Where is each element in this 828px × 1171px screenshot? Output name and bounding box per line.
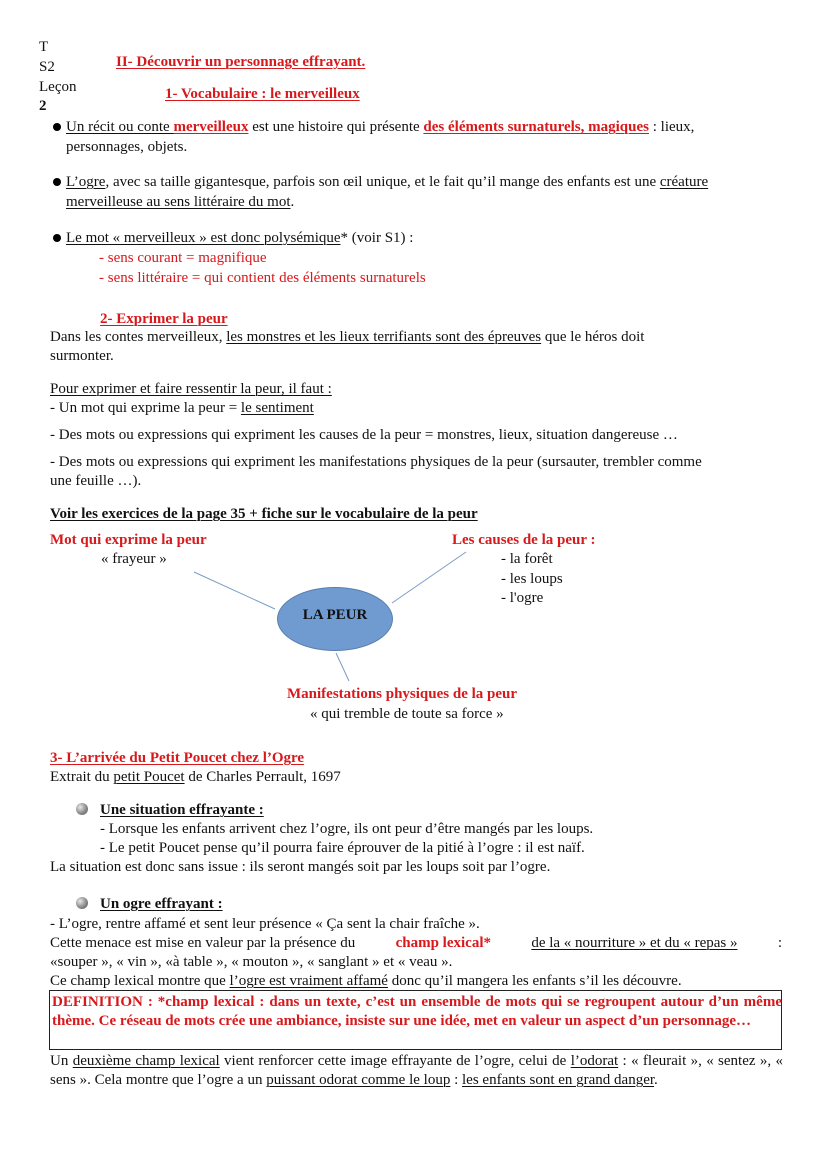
ogre-line1: - L’ogre, rentre affamé et sent leur présence « Ça sent la chair fraîche ». <box>50 916 480 932</box>
situation-conclusion: La situation est donc sans issue : ils seront mangés soit par les loups soit par l’ogre. <box>50 859 551 875</box>
part2-item3-line2: une feuille …). <box>50 473 142 489</box>
part3-extract: Extrait du petit Poucet de Charles Perrault, 1697 <box>50 769 341 785</box>
ogre-line2: Cette menace est mise en valeur par la présence du champ lexical* de la « nourriture » et du « repas » : <box>50 935 782 951</box>
final-paragraph: Un deuxième champ lexical vient renforcer cette image effrayante de l’ogre, celui de l’odorat : « fleurait », « sentez », « sens ». Cela montre que l’ogre a un puissant odorat comme le loup : les enfants sont en grand danger. <box>50 1053 783 1088</box>
section-title: II- Découvrir un personnage effrayant. <box>116 54 366 70</box>
bullet1-line1: Un récit ou conte merveilleux est une histoire qui présente des éléments surnaturels, magiques : lieux, <box>66 119 695 135</box>
part2-intro-line2: surmonter. <box>50 348 114 364</box>
ogre-line4: Ce champ lexical montre que l’ogre est vraiment affamé donc qu’il mangera les enfants s’il les découvre. <box>50 973 682 989</box>
mindmap-cause-item: - la forêt <box>501 551 553 567</box>
definition-text: DEFINITION : *champ lexical : dans un texte, c’est un ensemble de mots qui se regroupent autour d’un même thème. Ce réseau de mots crée une ambiance, insiste sur une idée, met en valeur un aspect d’un personnage… <box>52 994 782 1029</box>
situation-item2: - Le petit Poucet pense qu’il pourra faire éprouver de la pitié à l’ogre : il est naïf. <box>100 840 585 856</box>
situation-title: Une situation effrayante : <box>100 802 264 818</box>
mindmap-causes-title: Les causes de la peur : <box>452 532 596 548</box>
connector-manif <box>336 653 349 681</box>
mindmap-word-example: « frayeur » <box>101 551 167 567</box>
connector-word <box>194 572 275 609</box>
mindmap-cause-item: - les loups <box>501 571 563 587</box>
part2-title: 2- Exprimer la peur <box>100 311 228 327</box>
margin-lecon: Leçon <box>39 79 77 95</box>
connector-causes <box>392 552 466 603</box>
part1-title: 1- Vocabulaire : le merveilleux <box>165 86 360 102</box>
exercises-link: Voir les exercices de la page 35 + fiche sur le vocabulaire de la peur <box>50 506 478 522</box>
sphere-bullet-icon <box>76 803 88 815</box>
part2-intro-line1: Dans les contes merveilleux, les monstres et les lieux terrifiants sont des épreuves que le héros doit <box>50 329 645 345</box>
sense-common: - sens courant = magnifique <box>99 250 267 266</box>
situation-item1: - Lorsque les enfants arrivent chez l’ogre, ils ont peur d’être mangés par les loups. <box>100 821 594 837</box>
mindmap-manif-title: Manifestations physiques de la peur <box>287 686 518 702</box>
part2-item1: - Un mot qui exprime la peur = le sentiment <box>50 400 314 416</box>
mindmap-word-title: Mot qui exprime la peur <box>50 532 207 548</box>
bullet2-line2: merveilleuse au sens littéraire du mot. <box>66 194 295 210</box>
mindmap-center-label: LA PEUR <box>302 607 368 623</box>
part2-item2: - Des mots ou expressions qui expriment les causes de la peur = monstres, lieux, situation dangereuse … <box>50 427 678 443</box>
ogre-line3: «souper », « vin », «à table », « mouton », « sanglant » et « veau ». <box>50 954 453 970</box>
part2-item3-line1: - Des mots ou expressions qui expriment les manifestations physiques de la peur (sursauter, trembler comme <box>50 454 702 470</box>
margin-lecon-number: 2 <box>39 98 47 114</box>
mindmap-manif-example: « qui tremble de toute sa force » <box>310 706 504 722</box>
bullet1-line2: personnages, objets. <box>66 139 188 155</box>
margin-s2: S2 <box>39 59 55 75</box>
bullet3-line1: Le mot « merveilleux » est donc polysémique* (voir S1) : <box>66 230 414 246</box>
mindmap-cause-item: - l'ogre <box>501 590 544 606</box>
bullet2-line1: L’ogre, avec sa taille gigantesque, parfois son œil unique, et le fait qu’il mange des enfants est une créature <box>66 174 709 190</box>
sphere-bullet-icon <box>76 897 88 909</box>
sense-literary: - sens littéraire = qui contient des éléments surnaturels <box>99 270 426 286</box>
part3-title: 3- L’arrivée du Petit Poucet chez l’Ogre <box>50 750 305 766</box>
part2-how: Pour exprimer et faire ressentir la peur, il faut : <box>50 381 332 397</box>
ogre-title: Un ogre effrayant : <box>100 896 223 912</box>
margin-t: T <box>39 39 49 55</box>
